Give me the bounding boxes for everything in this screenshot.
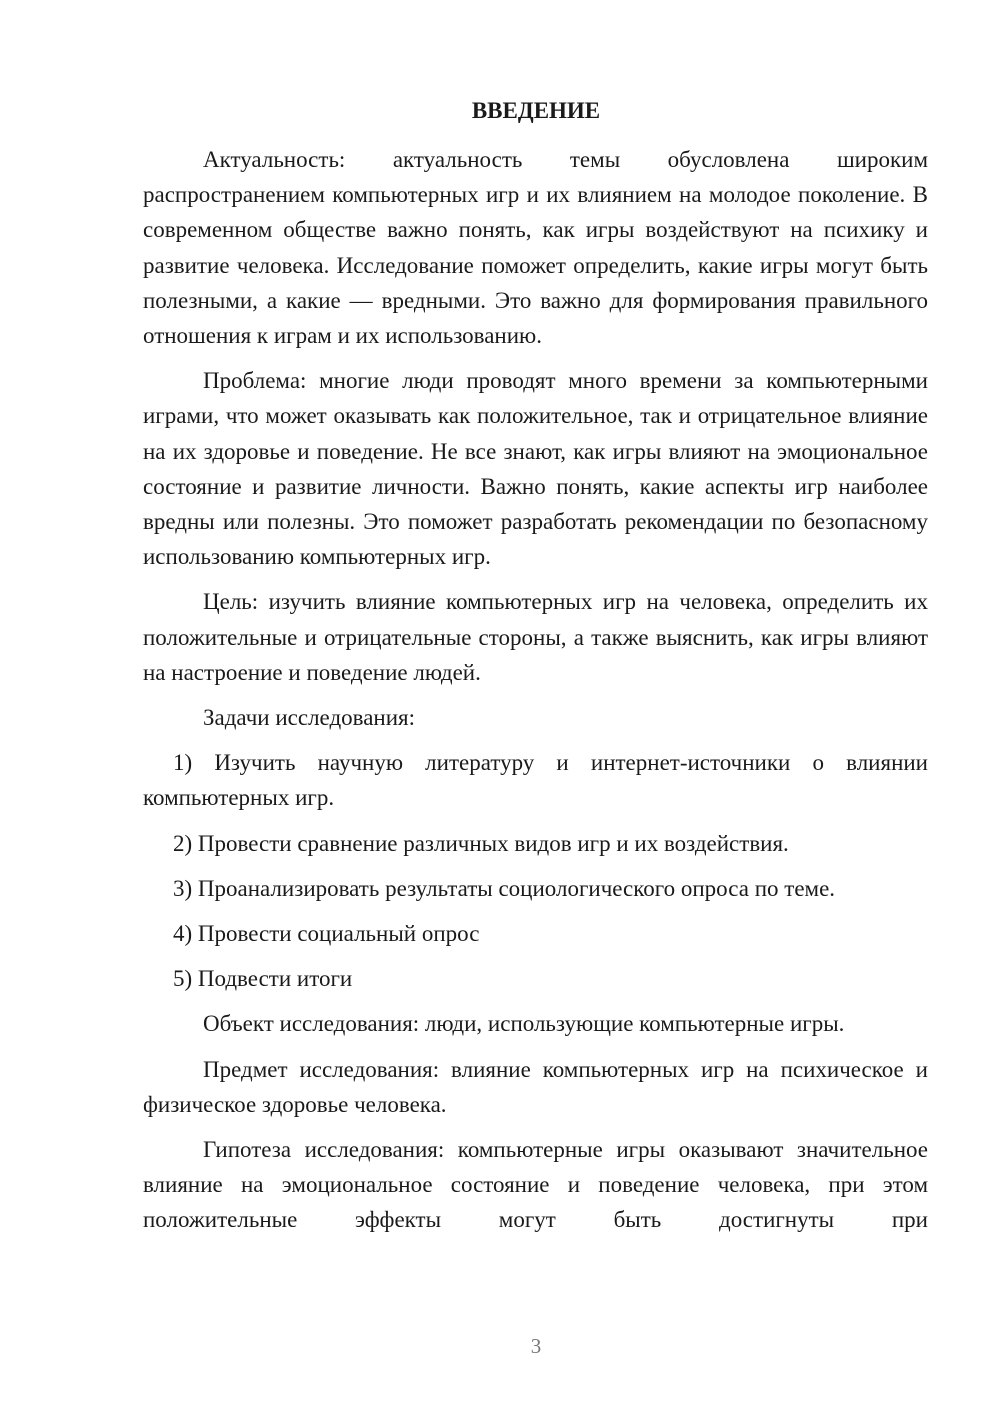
goal-paragraph: Цель: изучить влияние компьютерных игр на человека, определить их положительные и отрицательные стороны, а также выяснить, как игры влияют на настроение и поведение людей. (143, 589, 928, 685)
object-paragraph: Объект исследования: люди, использующие компьютерные игры. (203, 1011, 845, 1037)
task-item: 1) Изучить научную литературу и интернет-источники о влиянии компьютерных игр. (143, 750, 928, 811)
task-item: 5) Подвести итоги (173, 966, 353, 992)
subject-paragraph: Предмет исследования: влияние компьютерных игр на психическое и физическое здоровье человека. (143, 1056, 928, 1117)
section-heading: ВВЕДЕНИЕ (471, 98, 601, 123)
document-body (143, 142, 928, 1248)
problem-paragraph: Проблема: многие люди проводят много времени за компьютерными играми, что может оказывать как положительное, так и отрицательное влияние на их здоровье и поведение. Не все знают, как игры влияют на эмоциональное состояние и развитие личности. Важно понять, какие аспекты игр наиболее вредны или полезны. Это поможет разработать рекомендации по безопасному использованию компьютерных игр. (143, 368, 928, 570)
tasks-heading: Задачи исследования: (203, 705, 416, 731)
relevance-paragraph: Актуальность: актуальность темы обусловлена широким распространением компьютерных игр и их влиянием на молодое поколение. В современном обществе важно понять, как игры воздействуют на психику и развитие человека. Исследование поможет определить, какие игры могут быть полезными, а какие — вредными. Это важно для формирования правильного отношения к играм и их использованию. (143, 147, 928, 349)
task-item: 4) Провести социальный опрос (173, 921, 480, 947)
hypothesis-paragraph: Гипотеза исследования: компьютерные игры оказывают значительное влияние на эмоциональное состояние и поведение человека, при этом положительные эффекты могут быть достигнуты при (143, 1137, 928, 1233)
page-number: 3 (530, 1334, 542, 1358)
task-item: 2) Провести сравнение различных видов игр и их воздействия. (173, 830, 789, 856)
task-item: 3) Проанализировать результаты социологического опроса по теме. (173, 875, 836, 901)
